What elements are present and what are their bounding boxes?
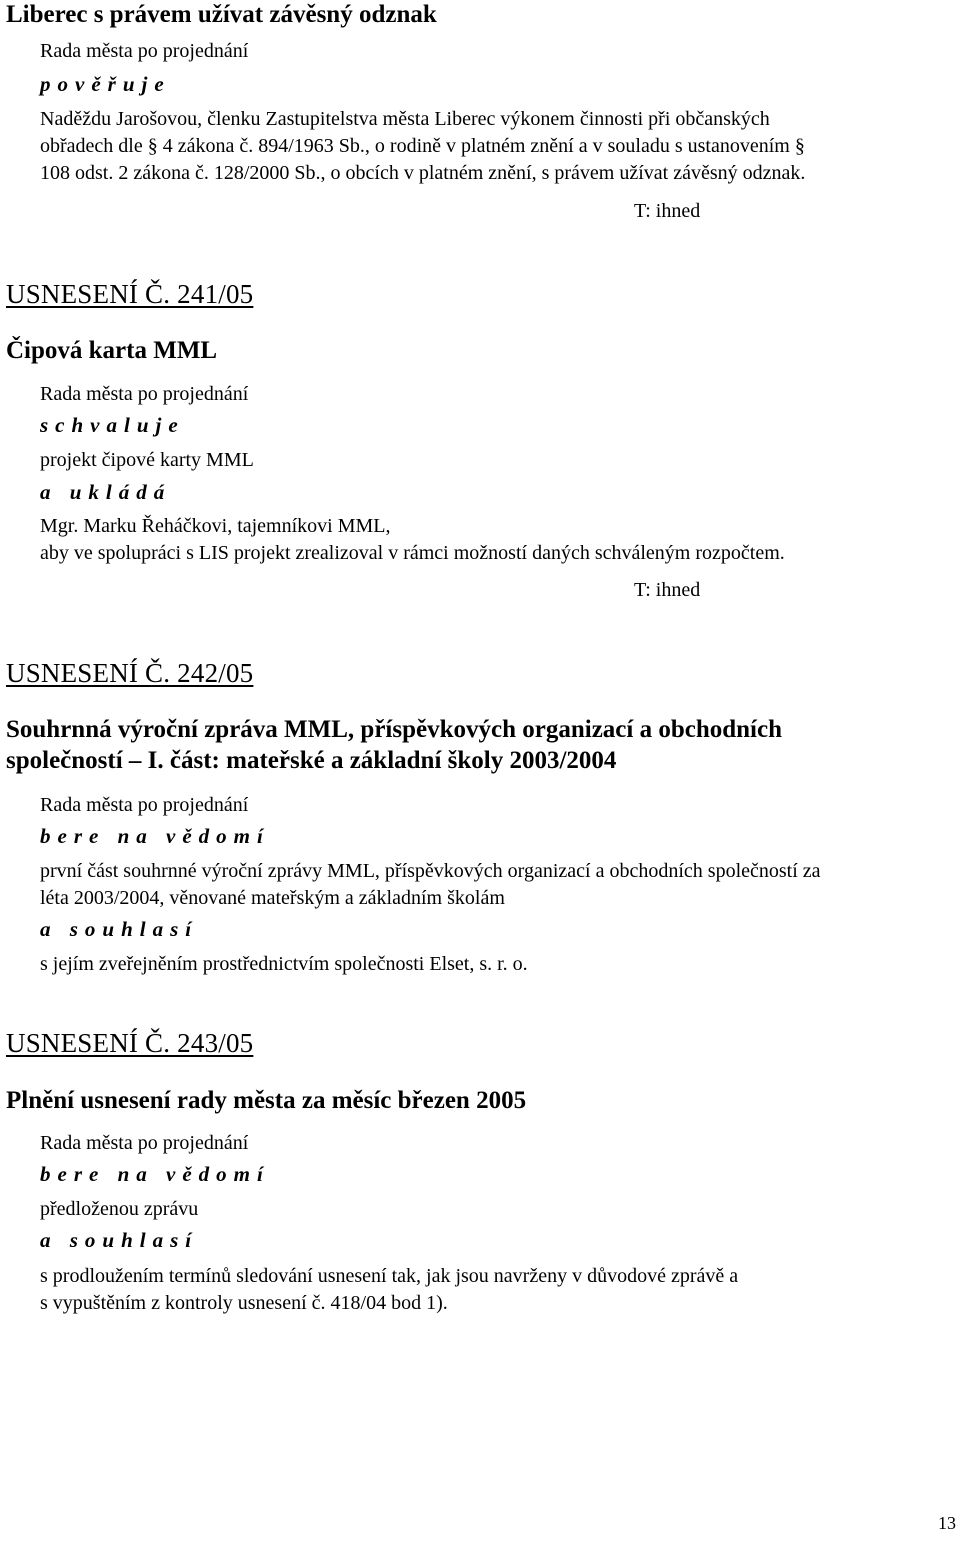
resolution-verb: bere na vědomí [40,824,270,848]
resolution-title: Čipová karta MML [6,337,218,364]
body-line: 108 odst. 2 zákona č. 128/2000 Sb., o obcích v platném znění, s právem užívat závěsný odznak. [40,162,806,184]
resolution-verb: pověřuje [40,72,171,96]
council-line: Rada města po projednání [40,383,249,405]
deadline: T: ihned [634,579,701,601]
council-line: Rada města po projednání [40,1132,249,1154]
resolution-text: s jejím zveřejněním prostřednictvím společnosti Elset, s. r. o. [40,953,528,975]
resolution-title: společností – I. část: mateřské a základní školy 2003/2004 [6,747,617,774]
body-line: obřadech dle § 4 zákona č. 894/1963 Sb., o rodině v platném znění a v souladu s ustanovením § [40,135,805,157]
council-line: Rada města po projednání [40,40,249,62]
resolution-text: předloženou zprávu [40,1198,199,1220]
resolution-heading-text: USNESENÍ Č. 241/05 [6,279,254,309]
resolution-verb: a souhlasí [40,1228,199,1252]
resolution-text: projekt čipové karty MML [40,449,254,471]
resolution-text: s vypuštěním z kontroly usnesení č. 418/04 bod 1). [40,1292,448,1314]
resolution-verb: bere na vědomí [40,1162,270,1186]
resolution-heading [6,279,253,310]
resolution-heading-text: USNESENÍ Č. 243/05 [6,1028,254,1058]
resolution-verb: schvaluje [40,413,185,437]
resolution-verb: a souhlasí [40,917,199,941]
body-line: Naděždu Jarošovou, členku Zastupitelstva města Liberec výkonem činnosti při občanských [40,108,770,130]
section-title: Liberec s právem užívat závěsný odznak [6,1,437,28]
resolution-text: aby ve spolupráci s LIS projekt zrealizoval v rámci možností daných schváleným rozpočtem. [40,542,785,564]
resolution-text: Mgr. Marku Řeháčkovi, tajemníkovi MML, [40,515,391,537]
resolution-verb: a ukládá [40,480,172,504]
council-line: Rada města po projednání [40,794,249,816]
resolution-heading [6,1028,253,1059]
resolution-heading [6,658,253,689]
resolution-heading-text: USNESENÍ Č. 242/05 [6,658,254,688]
page-number: 13 [938,1513,956,1533]
resolution-text: s prodloužením termínů sledování usnesení tak, jak jsou navrženy v důvodové zprávě a [40,1265,739,1287]
resolution-title: Souhrnná výroční zpráva MML, příspěvkových organizací a obchodních [6,716,782,743]
resolution-text: první část souhrnné výroční zprávy MML, příspěvkových organizací a obchodních společností za [40,860,821,882]
resolution-title: Plnění usnesení rady města za měsíc březen 2005 [6,1087,527,1114]
deadline: T: ihned [634,200,701,222]
resolution-text: léta 2003/2004, věnované mateřským a základním školám [40,887,505,909]
